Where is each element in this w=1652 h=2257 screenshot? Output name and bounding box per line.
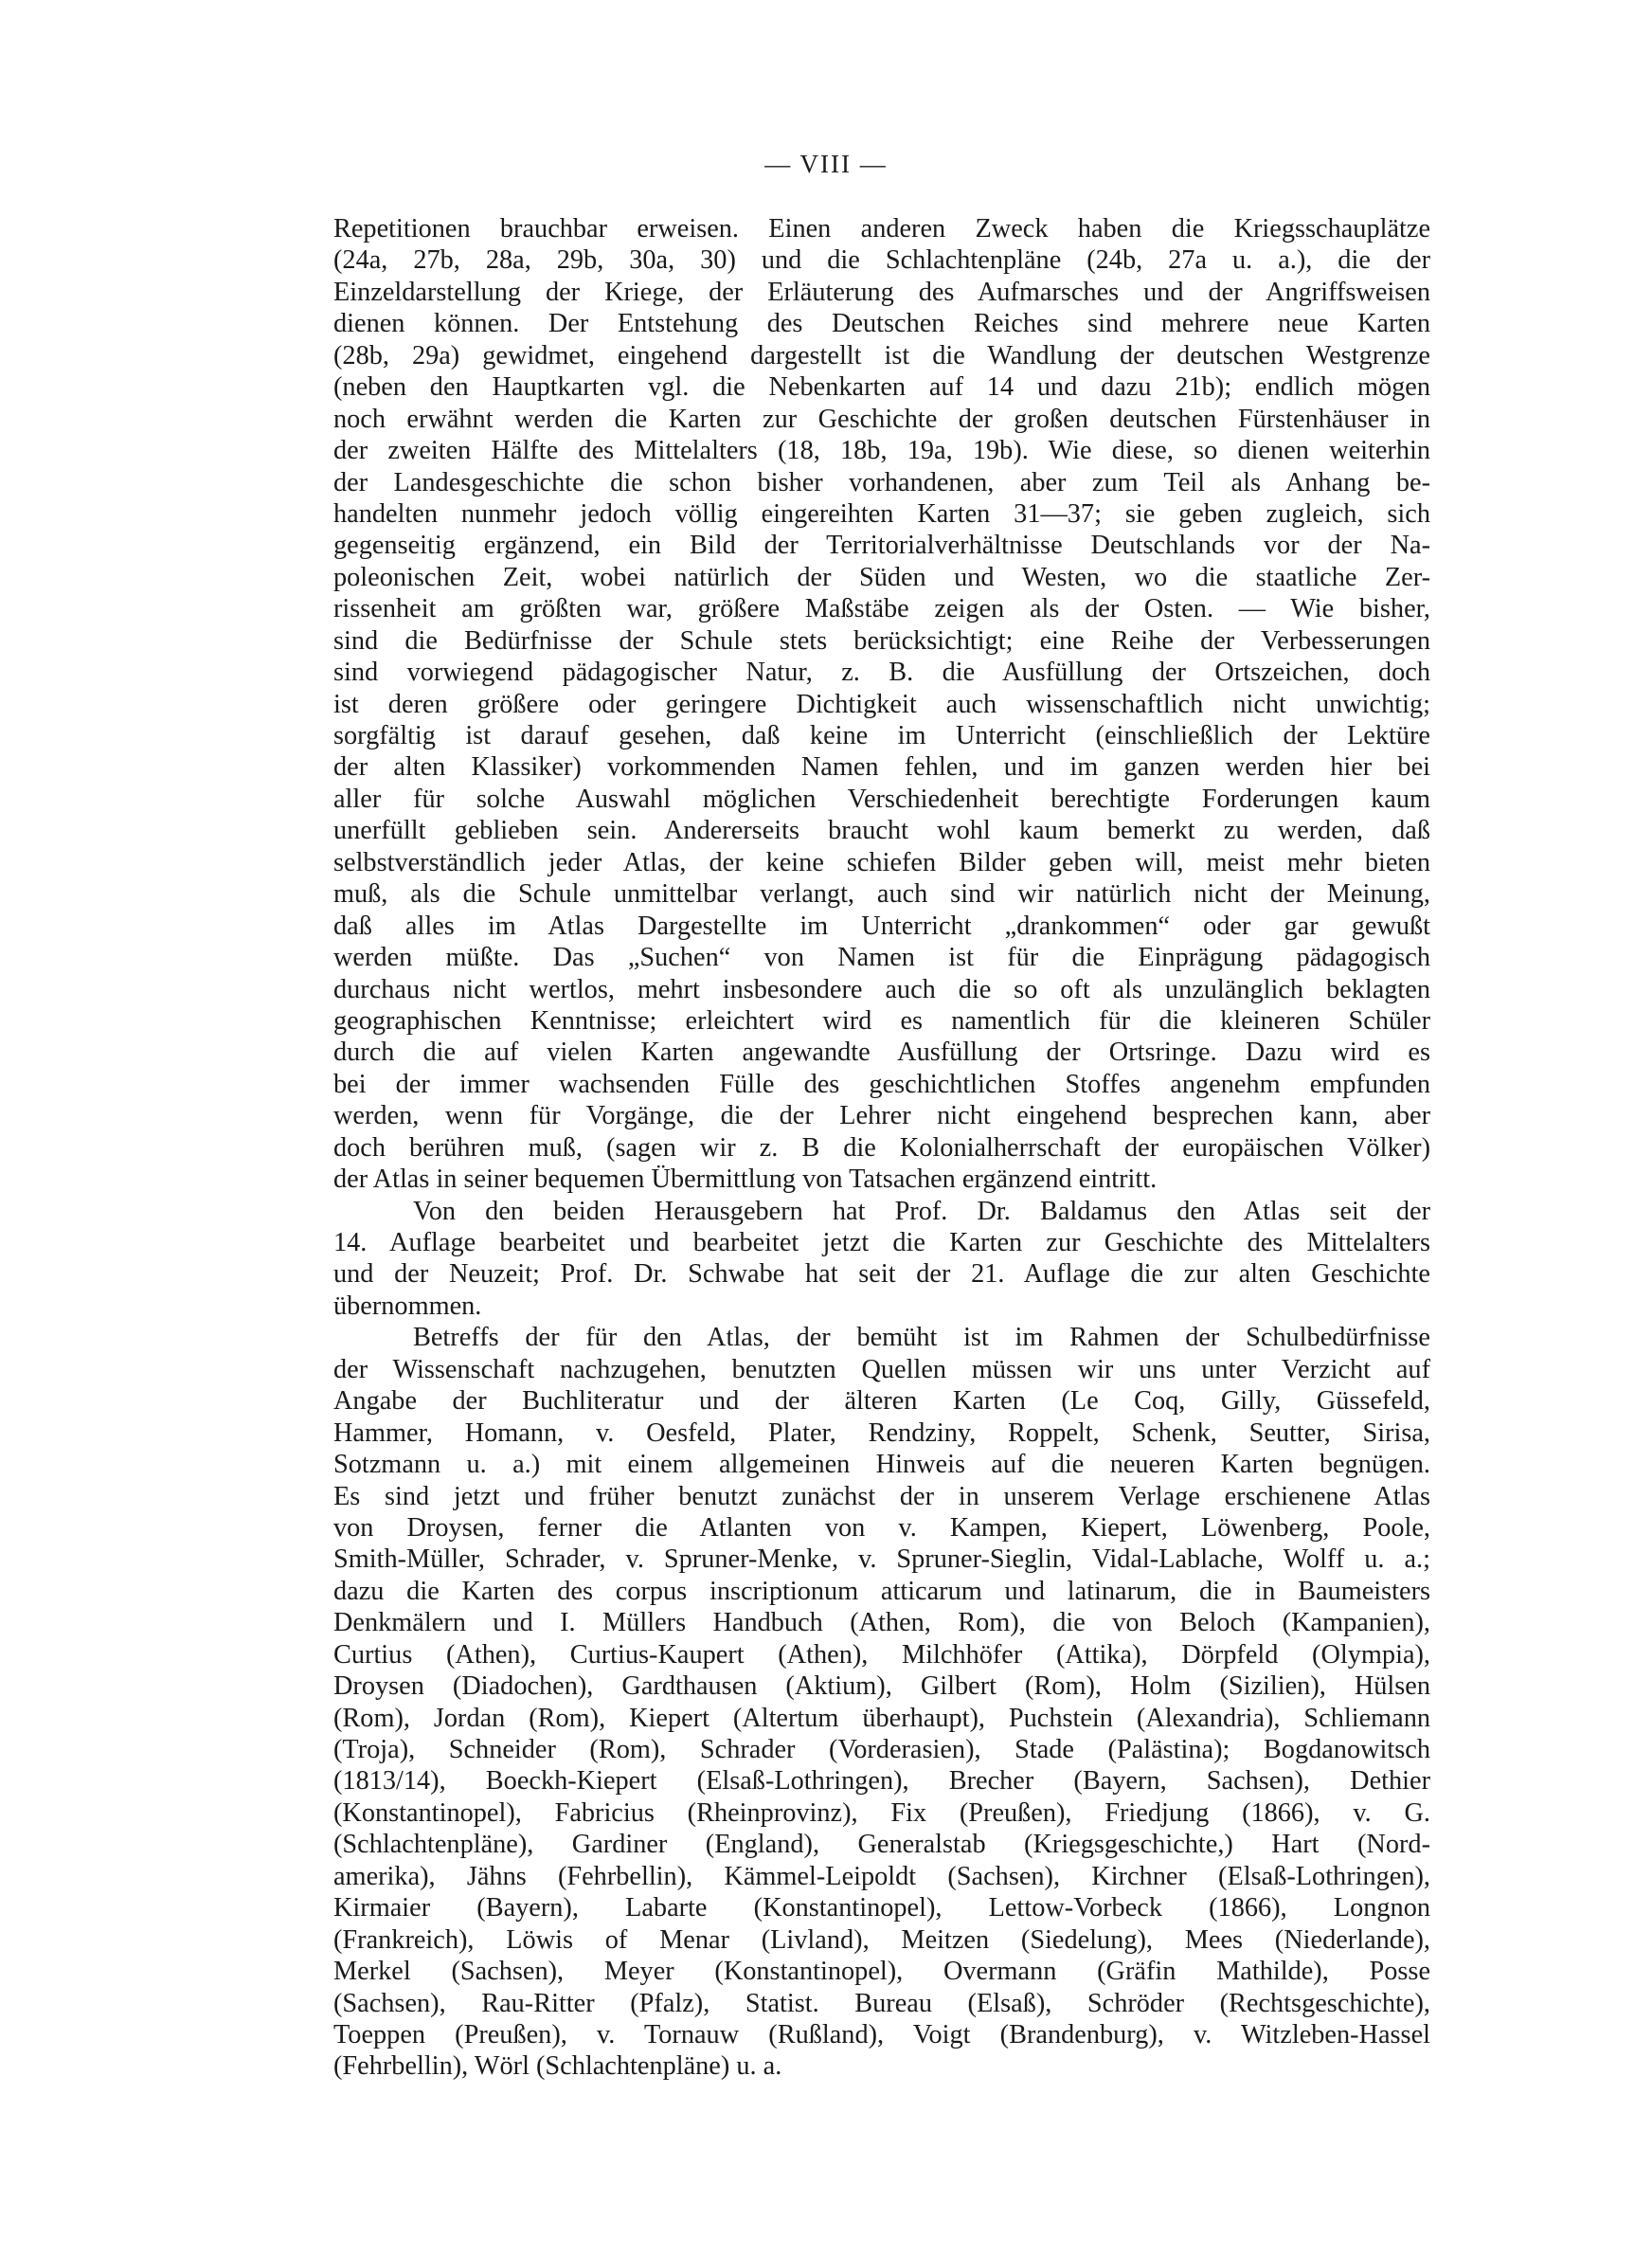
text-line: Denkmälern und I. Müllers Handbuch (Athen, Rom), die von Beloch (Kampanien), [333, 1608, 1430, 1638]
text-line: dienen können. Der Entstehung des Deutschen Reiches sind mehrere neue Karten [333, 309, 1430, 339]
page-number: — VIII — [764, 150, 888, 178]
text-line: übernommen. [333, 1291, 482, 1321]
text-line: (28b, 29a) gewidmet, eingehend dargestellt ist die Wandlung der deutschen Westgrenze [333, 340, 1430, 370]
text-line: (Fehrbellin), Wörl (Schlachtenpläne) u. a. [333, 2051, 782, 2082]
text-line: (Sachsen), Rau-Ritter (Pfalz), Statist. Bureau (Elsaß), Schröder (Rechtsgeschichte), [333, 1988, 1430, 2018]
text-line: unerfüllt geblieben sein. Andererseits braucht wohl kaum bemerkt zu werden, daß [333, 816, 1430, 846]
text-line: handelten nunmehr jedoch völlig eingereihten Karten 31—37; sie geben zugleich, sich [333, 498, 1430, 529]
body-text [333, 213, 1430, 2083]
paragraph [333, 213, 1430, 1196]
paragraph [333, 1196, 1430, 1323]
text-line: durchaus nicht wertlos, mehrt insbesondere auch die so oft als unzulänglich beklagten [333, 974, 1430, 1004]
text-line: doch berühren muß, (sagen wir z. B die Kolonialherrschaft der europäischen Völker) [333, 1132, 1430, 1163]
text-line: amerika), Jähns (Fehrbellin), Kämmel-Leipoldt (Sachsen), Kirchner (Elsaß-Lothringen), [333, 1861, 1430, 1891]
text-line: der Landesgeschichte die schon bisher vorhandenen, aber zum Teil als Anhang be- [333, 467, 1430, 497]
text-line: von Droysen, ferner die Atlanten von v. Kampen, Kiepert, Löwenberg, Poole, [333, 1512, 1430, 1543]
text-line: noch erwähnt werden die Karten zur Geschichte der großen deutschen Fürstenhäuser in [333, 404, 1430, 434]
text-line: Kirmaier (Bayern), Labarte (Konstantinopel), Lettow-Vorbeck (1866), Longnon [333, 1893, 1430, 1923]
text-line: ist deren größere oder geringere Dichtigkeit auch wissenschaftlich nicht unwichtig; [333, 689, 1430, 719]
text-line: der zweiten Hälfte des Mittelalters (18, 18b, 19a, 19b). Wie diese, so dienen weiterhin [333, 436, 1430, 466]
text-line: Betreffs der für den Atlas, der bemüht ist im Rahmen der Schulbedürfnisse [413, 1323, 1430, 1353]
text-line: (1813/14), Boeckh-Kiepert (Elsaß-Lothringen), Brecher (Bayern, Sachsen), Dethier [333, 1766, 1430, 1797]
text-line: sorgfältig ist darauf gesehen, daß keine im Unterricht (einschließlich der Lektüre [333, 721, 1430, 750]
text-line: aller für solche Auswahl möglichen Verschiedenheit berechtigte Forderungen kaum [333, 784, 1430, 814]
text-line: Angabe der Buchliteratur und der älteren Karten (Le Coq, Gilly, Güssefeld, [333, 1386, 1430, 1417]
text-line: durch die auf vielen Karten angewandte Ausfüllung der Ortsringe. Dazu wird es [333, 1038, 1430, 1068]
text-line: bei der immer wachsenden Fülle des geschichtlichen Stoffes angenehm empfunden [333, 1069, 1430, 1099]
text-line: (Troja), Schneider (Rom), Schrader (Vorderasien), Stade (Palästina); Bogdanowitsch [333, 1735, 1430, 1764]
text-line: Merkel (Sachsen), Meyer (Konstantinopel), Overmann (Gräfin Mathilde), Posse [333, 1957, 1430, 1987]
text-line: muß, als die Schule unmittelbar verlangt, auch sind wir natürlich nicht der Meinung, [333, 879, 1430, 910]
text-line: Hammer, Homann, v. Oesfeld, Plater, Rendziny, Roppelt, Schenk, Seutter, Sirisa, [333, 1417, 1430, 1448]
text-line: geographischen Kenntnisse; erleichtert wird es namentlich für die kleineren Schüler [333, 1005, 1430, 1036]
text-line: sind die Bedürfnisse der Schule stets berücksichtigt; eine Reihe der Verbesserungen [333, 625, 1430, 656]
text-line: rissenheit am größten war, größere Maßstäbe zeigen als der Osten. — Wie bisher, [333, 594, 1430, 624]
text-line: sind vorwiegend pädagogischer Natur, z. B. die Ausfüllung der Ortszeichen, doch [333, 658, 1430, 688]
text-line: Sotzmann u. a.) mit einem allgemeinen Hinweis auf die neueren Karten begnügen. [333, 1450, 1430, 1480]
text-line: Von den beiden Herausgebern hat Prof. Dr. Baldamus den Atlas seit der [413, 1196, 1430, 1226]
text-line: werden müßte. Das „Suchen“ von Namen ist für die Einprägung pädagogisch [333, 943, 1430, 973]
text-line: Curtius (Athen), Curtius-Kaupert (Athen), Milchhöfer (Attika), Dörpfeld (Olympia), [333, 1639, 1430, 1670]
text-line: Einzeldarstellung der Kriege, der Erläuterung des Aufmarsches und der Angriffsweisen [333, 277, 1430, 307]
text-line: Es sind jetzt und früher benutzt zunächst der in unserem Verlage erschienene Atlas [333, 1481, 1430, 1511]
text-line: gegenseitig ergänzend, ein Bild der Territorialverhältnisse Deutschlands vor der Na- [333, 531, 1430, 561]
text-line: (Frankreich), Löwis of Menar (Livland), Meitzen (Siedelung), Mees (Niederlande), [333, 1924, 1430, 1955]
text-line: poleonischen Zeit, wobei natürlich der Süden und Westen, wo die staatliche Zer- [333, 562, 1430, 592]
text-line: (Konstantinopel), Fabricius (Rheinprovinz), Fix (Preußen), Friedjung (1866), v. G. [333, 1797, 1430, 1828]
text-line: Droysen (Diadochen), Gardthausen (Aktium), Gilbert (Rom), Holm (Sizilien), Hülsen [333, 1671, 1430, 1702]
text-line: (neben den Hauptkarten vgl. die Nebenkarten auf 14 und dazu 21b); endlich mögen [333, 372, 1430, 403]
text-line: Repetitionen brauchbar erweisen. Einen anderen Zweck haben die Kriegsschauplätze [333, 214, 1430, 244]
text-line: der Atlas in seiner bequemen Übermittlung von Tatsachen ergänzend eintritt. [333, 1165, 1158, 1195]
paragraph [333, 1322, 1430, 2083]
text-line: und der Neuzeit; Prof. Dr. Schwabe hat seit der 21. Auflage die zur alten Geschichte [333, 1259, 1430, 1290]
text-line: (Rom), Jordan (Rom), Kiepert (Altertum überhaupt), Puchstein (Alexandria), Schliemann [333, 1703, 1430, 1733]
text-line: der alten Klassiker) vorkommenden Namen fehlen, und im ganzen werden hier bei [333, 752, 1430, 783]
text-line: der Wissenschaft nachzugehen, benutzten Quellen müssen wir uns unter Verzicht auf [333, 1354, 1430, 1384]
text-line: daß alles im Atlas Dargestellte im Unterricht „drankommen“ oder gar gewußt [333, 911, 1430, 941]
text-line: dazu die Karten des corpus inscriptionum atticarum und latinarum, die in Baumeisters [333, 1576, 1430, 1606]
text-line: (Schlachtenpläne), Gardiner (England), Generalstab (Kriegsgeschichte,) Hart (Nord- [333, 1830, 1430, 1860]
text-line: Smith-Müller, Schrader, v. Spruner-Menke, v. Spruner-Sieglin, Vidal-Lablache, Wolff u. a.; [333, 1544, 1430, 1575]
text-line: werden, wenn für Vorgänge, die der Lehrer nicht eingehend besprechen kann, aber [333, 1101, 1430, 1131]
text-line: 14. Auflage bearbeitet und bearbeitet jetzt die Karten zur Geschichte des Mittelalters [333, 1228, 1430, 1257]
text-line: (24a, 27b, 28a, 29b, 30a, 30) und die Schlachtenpläne (24b, 27a u. a.), die der [333, 245, 1430, 276]
text-line: Toeppen (Preußen), v. Tornauw (Rußland), Voigt (Brandenburg), v. Witzleben-Hassel [333, 2019, 1430, 2049]
text-line: selbstverständlich jeder Atlas, der keine schiefen Bilder geben will, meist mehr bieten [333, 847, 1430, 877]
